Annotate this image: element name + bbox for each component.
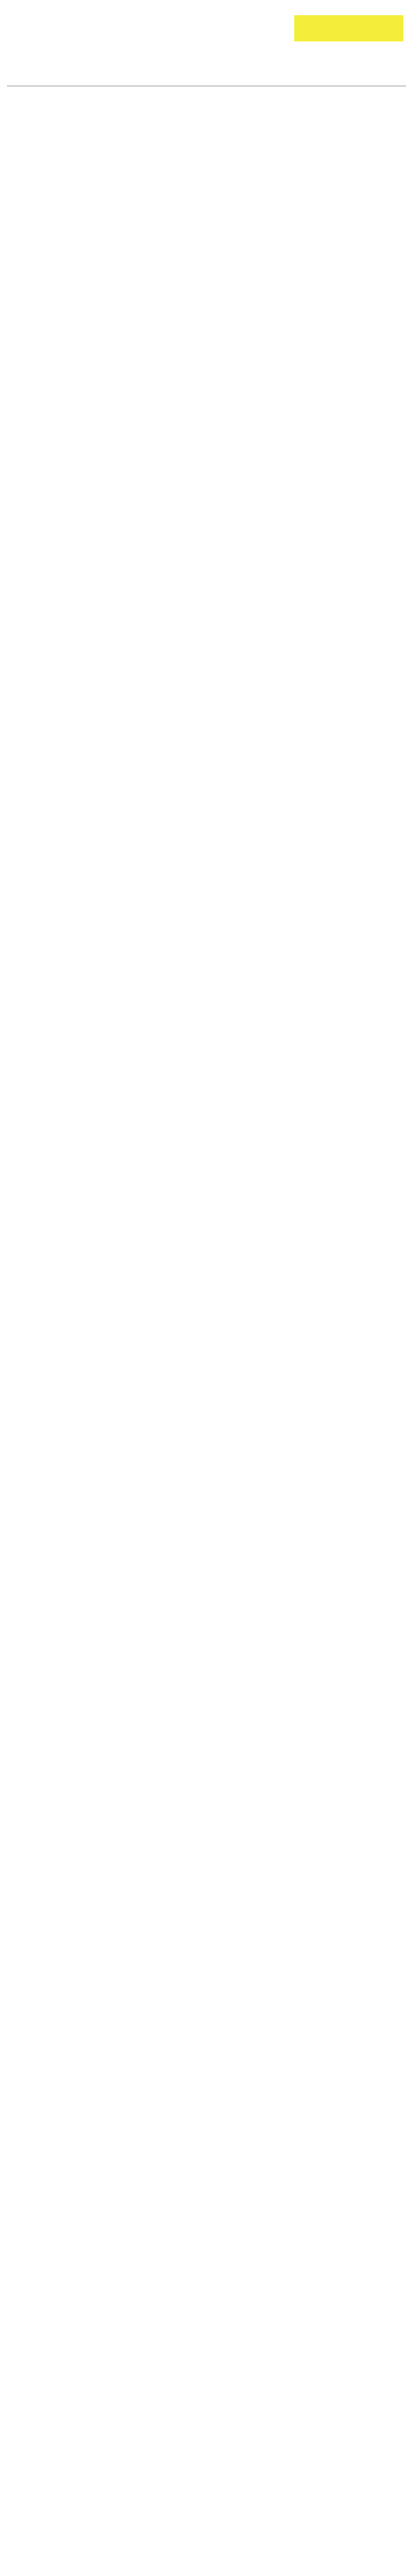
article-title [294, 15, 403, 41]
title-block [7, 15, 403, 44]
